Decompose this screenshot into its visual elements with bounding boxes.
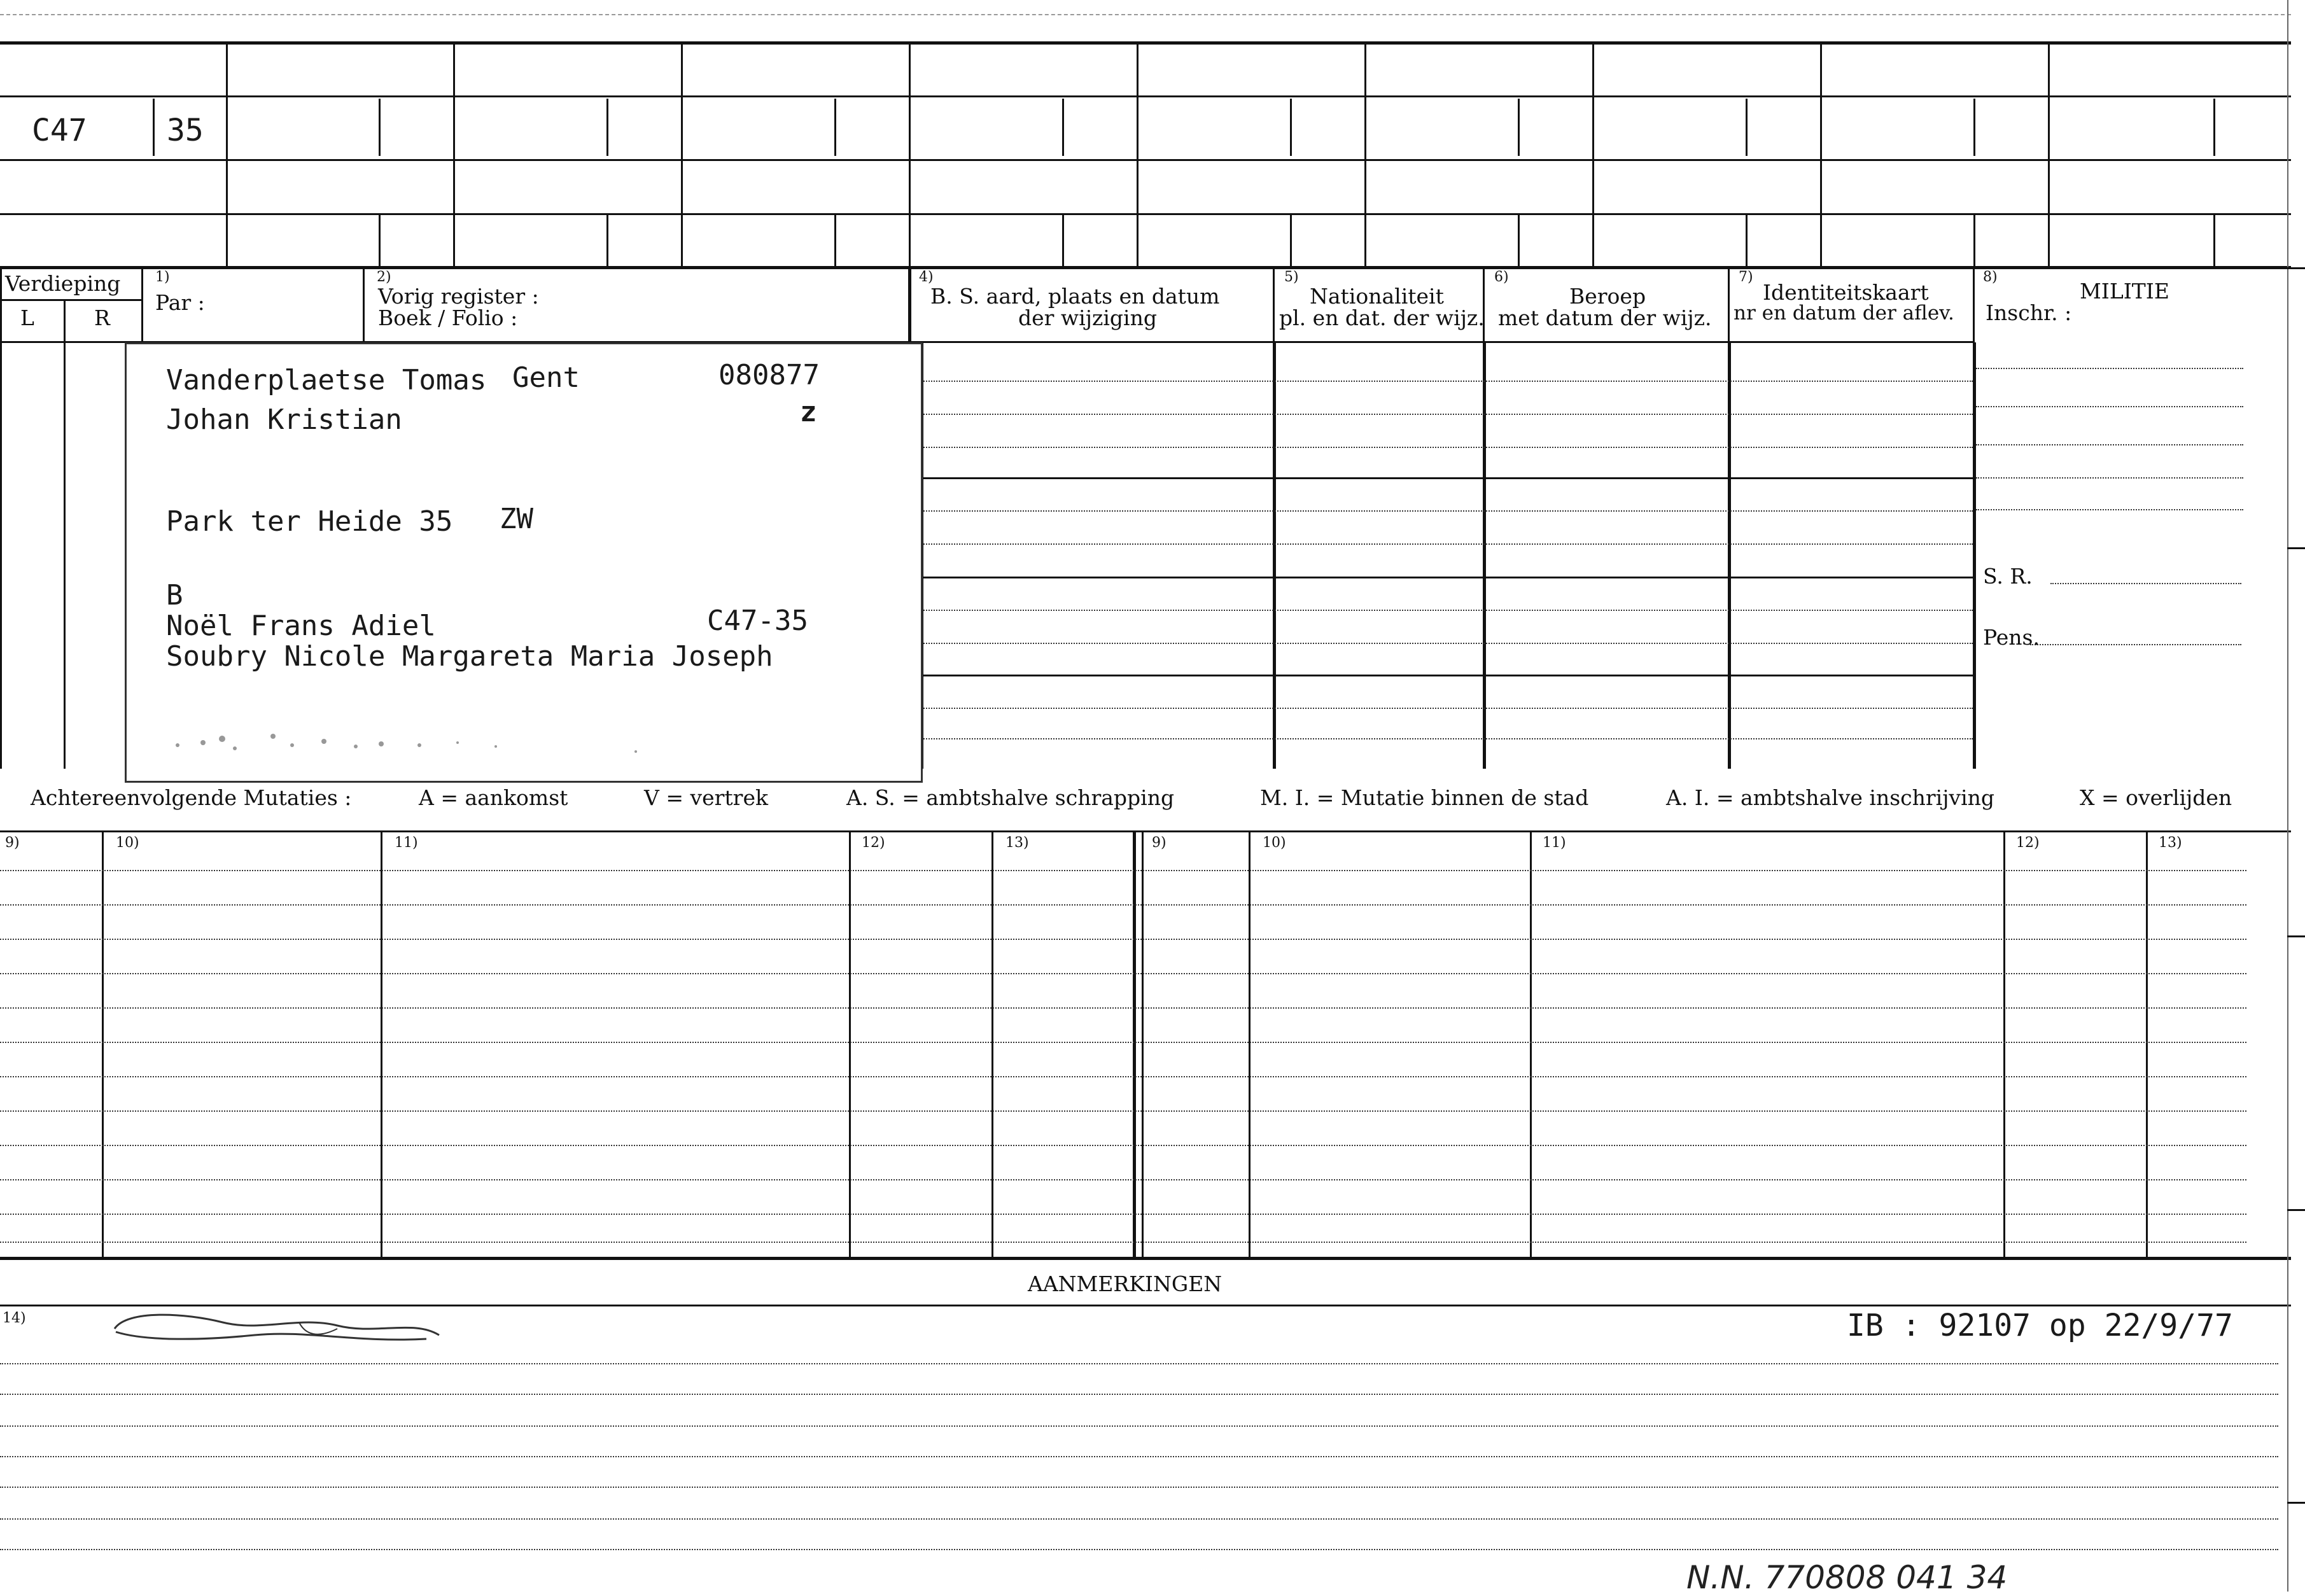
col13-number-right: 13) <box>2159 835 2182 851</box>
address: Park ter Heide 35 <box>166 505 453 538</box>
col5-number: 5) <box>1284 269 1299 285</box>
handwritten-national-number: N.N. 770808 041 34 <box>1686 1559 2008 1596</box>
right-edge-ticks <box>2285 0 2305 1592</box>
identiteitskaart-label-a: Identiteitskaart <box>1763 280 1929 305</box>
register-folio: 35 <box>167 113 204 148</box>
birth-city: Gent <box>512 361 580 394</box>
mutaties-legend <box>0 770 2305 827</box>
col12-number-right: 12) <box>2016 835 2040 851</box>
aanmerkingen-section <box>0 1260 2305 1596</box>
col4-number: 4) <box>919 269 934 285</box>
col9-number: 9) <box>5 835 20 851</box>
birth-date-number: 080877 <box>718 359 820 391</box>
district-zone: ZW <box>500 503 533 535</box>
col8-number: 8) <box>1983 269 1998 285</box>
col7-number: 7) <box>1739 269 1753 285</box>
register-code: C47 <box>32 113 87 148</box>
boek-folio-label: Boek / Folio : <box>378 305 518 330</box>
col9-number-right: 9) <box>1152 835 1167 851</box>
beroep-label-b: met datum der wijz. <box>1498 305 1712 330</box>
col10-number: 10) <box>116 835 139 851</box>
person-given-names: Johan Kristian <box>166 403 402 436</box>
aanmerkingen-title: AANMERKINGEN <box>1028 1271 1223 1296</box>
col11-number-right: 11) <box>1543 835 1566 851</box>
legend-ambtshalve-schrapping: A. S. = ambtshalve schrapping <box>846 785 1175 810</box>
identiteitskaart-label-b: nr en datum der aflev. <box>1734 302 1954 325</box>
sr-label: S. R. <box>1983 564 2033 589</box>
nationaliteit-label-a: Nationaliteit <box>1310 284 1444 309</box>
col2-number: 2) <box>377 269 391 285</box>
pens-label: Pens. <box>1983 625 2040 650</box>
smudge-marks <box>165 713 738 764</box>
floor-right-label: R <box>94 305 110 330</box>
legend-ambtshalve-inschrijving: A. I. = ambtshalve inschrijving <box>1666 785 1995 810</box>
col10-number-right: 10) <box>1263 835 1286 851</box>
par-label: Par : <box>155 290 205 315</box>
legend-overlijden: X = overlijden <box>2080 785 2232 810</box>
col12-number: 12) <box>862 835 885 851</box>
legend-aankomst: A = aankomst <box>419 785 568 810</box>
status-letter: B <box>166 579 183 612</box>
nationaliteit-label-b: pl. en dat. der wijz. <box>1279 305 1485 330</box>
ib-note: IB : 92107 op 22/9/77 <box>1847 1308 2233 1343</box>
col11-number: 11) <box>395 835 418 851</box>
remarks-number: 14) <box>3 1310 26 1326</box>
bs-label-a: B. S. aard, plaats en datum <box>930 284 1220 309</box>
mother-name: Soubry Nicole Margareta Maria Joseph <box>166 640 773 673</box>
remarks-scribble <box>108 1303 452 1348</box>
floor-left-label: L <box>20 305 34 330</box>
sex-mark: z <box>800 396 817 428</box>
father-name: Noël Frans Adiel <box>166 610 436 642</box>
col13-number: 13) <box>1005 835 1029 851</box>
legend-vertrek: V = vertrek <box>644 785 768 810</box>
col6-number: 6) <box>1494 269 1509 285</box>
identity-card-paste <box>125 342 923 783</box>
beroep-label-a: Beroep <box>1569 284 1646 309</box>
mutaties-title: Achtereenvolgende Mutaties : <box>31 785 352 810</box>
bs-label-b: der wijziging <box>1018 305 1157 330</box>
register-reference: C47-35 <box>707 605 808 637</box>
col1-number: 1) <box>155 269 170 285</box>
vorig-register-label: Vorig register : <box>378 284 539 309</box>
militie-label: MILITIE <box>2080 279 2169 304</box>
top-grid <box>0 0 2305 270</box>
inschrijving-label: Inschr. : <box>1986 300 2072 325</box>
verdieping-label: Verdieping <box>5 271 121 296</box>
mutations-table <box>0 830 2305 1260</box>
column-headers <box>0 266 2305 342</box>
person-surname-firstname: Vanderplaetse Tomas <box>166 364 487 396</box>
legend-mutatie-binnen-stad: M. I. = Mutatie binnen de stad <box>1260 785 1589 810</box>
